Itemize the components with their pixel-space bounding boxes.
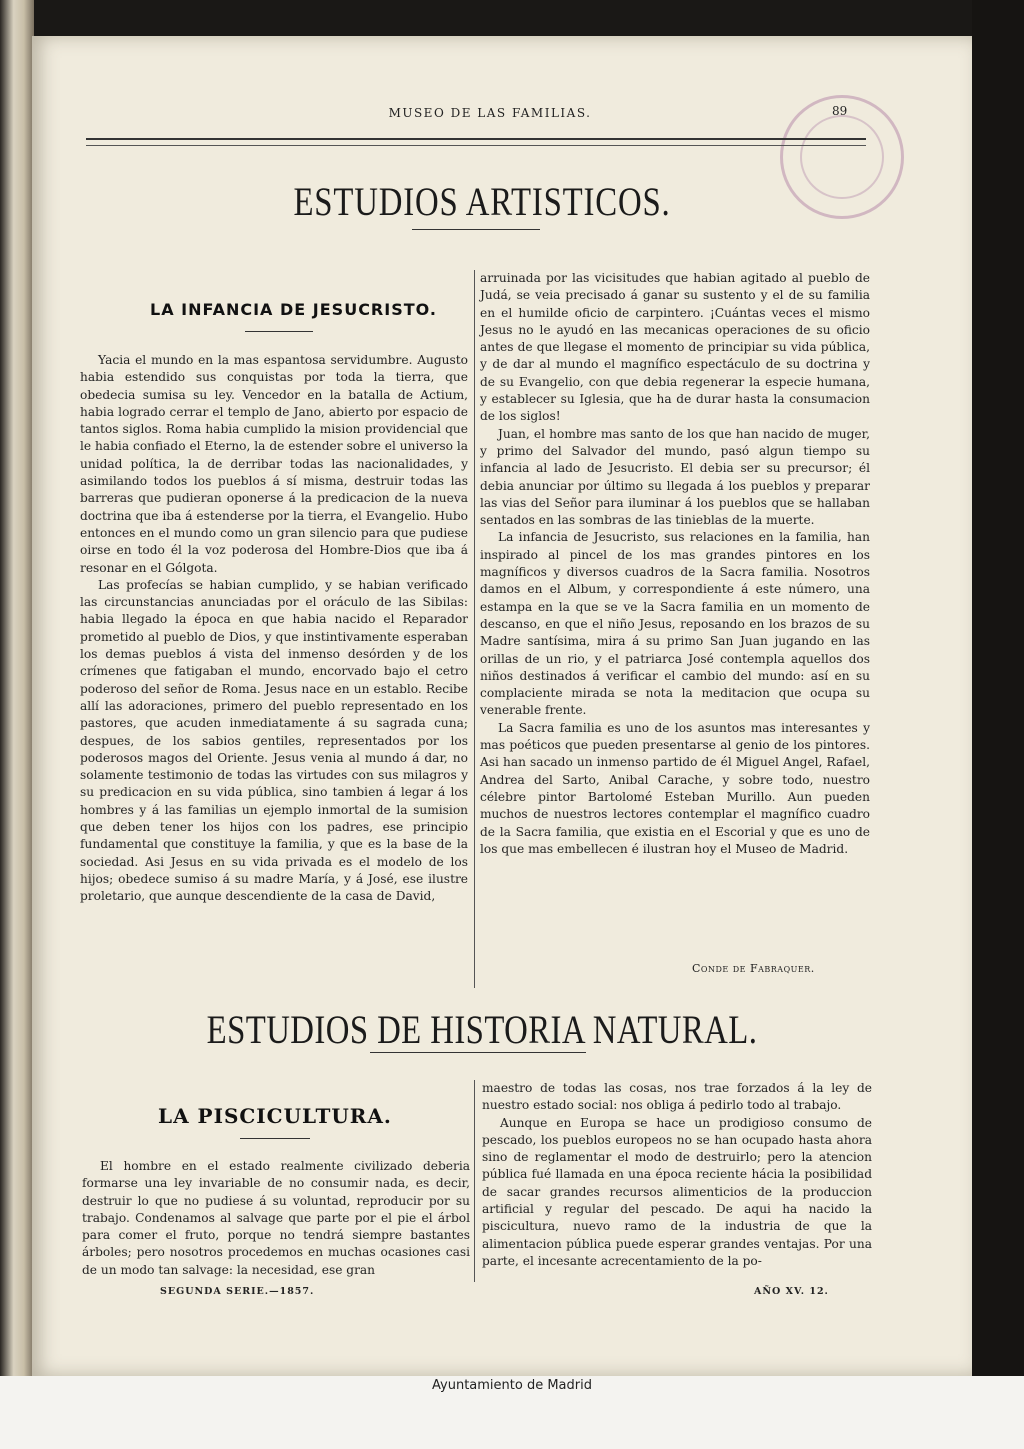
source-credit: Ayuntamiento de Madrid [432,1378,592,1393]
paragraph: La Sacra familia es uno de los asuntos mas interesantes y mas poéticos que pueden presentarse al genio de los pintores. Asi han sacado un inmenso partido de él Miguel Angel, Rafael, Andrea del Sarto, Anibal Carache, y sobre todo, nuestro célebre pintor Bartolomé Esteban Murillo. Aun pueden muchos de nuestros lectores contemplar el magnífico cuadro de la Sacra familia, que existia en el Escorial y que es uno de los que mas embellecen é ilustran hoy el Museo de Madrid. [480,720,870,856]
scan-background [972,0,1024,1449]
header-rule-thin [86,145,866,146]
paragraph: arruinada por las vicisitudes que habian agitado al pueblo de Judá, se veia precisado á ganar su sustento y el de su familia en el humilde oficio de carpintero. ¡Cuántas veces el mismo Jesus no le ayudó en las mecanicas operaciones de su oficio antes de que llegase el momento de principiar su vida pública, y de dar al mundo el magnífico espectáculo de su doctrina y de su Evangelio, con que debia regenerar la especie humana, y establecer su Iglesia, que ha de durar hasta la consumacion de los siglos! [480,271,870,424]
page-number: 89 [832,104,848,118]
article-title-piscicultura: LA PISCICULTURA. [158,1104,392,1128]
column-right-2 [482,1080,872,1270]
paragraph: Juan, el hombre mas santo de los que han nacido de muger, y primo del Salvador del mundo, pasó algun tiempo su infancia al lado de Jesucristo. El debia ser su precursor; él debia anunciar por último su llegada á los pueblos y preparar las vias del Señor para iluminar á los pueblos que se hallaban sentados en las sombras de las tinieblas de la muerte. [480,426,870,528]
header-rule [86,138,866,140]
footer-volume: AÑO XV. 12. [754,1286,829,1297]
paragraph: Yacia el mundo en la mas espantosa servidumbre. Augusto habia estendido sus conquistas por toda la tierra, que obedecia sumisa su ley. Vencedor en la batalla de Actium, habia logrado cerrar el templo de Jano, abierto por espacio de tantos siglos. Roma habia cumplido la mision providencial que le habia confiado el Eterno, la de estender sobre el universo la unidad política, la de derribar todas las nacionalidades, y asimilando todos los pueblos á sí misma, destruir todas las barreras que pudieran oponerse á la predicacion de la nueva doctrina que iba á estenderse por la tierra, el Evangelio. Hubo entonces en el mundo como un gran silencio para que pudiese oirse en todo él la voz poderosa del Hombre-Dios que iba á resonar en el Gólgota. [80,353,468,575]
column-left-1 [80,352,468,906]
paragraph: La infancia de Jesucristo, sus relaciones en la familia, han inspirado al pincel de los mas grandes pintores en los magníficos y diversos cuadros de la Sacra familia. Nosotros damos en el Album, y correspondiente á este número, una estampa en la que se ve la Sacra familia en un momento de descanso, en que el niño Jesus, reposando en los brazos de su Madre santísima, mira á su primo San Juan jugando en las orillas de un rio, y el patriarca José contempla aquellos dos niños destinados á verificar el cambio del mundo: así en su complaciente mirada se nota la meditacion que ocupa su venerable frente. [480,530,870,718]
paragraph: Aunque en Europa se hace un prodigioso consumo de pescado, los pueblos europeos no se han ocupado hasta ahora sino de reglamentar el modo de destruirlo; pero la atencion pública fué llamada en una época reciente hácia la posibilidad de sacar grandes recursos alimenticios de la produccion artificial y regular del pescado. De aqui ha nacido la piscicultura, nuevo ramo de la industria de que la alimentacion pública puede esperar grandes ventajas. Por una parte, el incesante acrecentamiento de la po- [482,1115,872,1268]
running-title: MUSEO DE LAS FAMILIAS. [388,106,592,120]
section-title-historia-natural: ESTUDIOS DE HISTORIA NATURAL. [206,1007,758,1052]
paragraph: maestro de todas las cosas, nos trae forzados á la ley de nuestro estado social: nos obliga á pedirlo todo al trabajo. [482,1081,872,1113]
article-title-infancia: LA INFANCIA DE JESUCRISTO. [150,300,437,319]
paragraph: Las profecías se habian cumplido, y se habian verificado las circunstancias anunciadas por el oráculo de las Sibilas: habia llegado la época en que habia nacido el Reparador prometido al pueblo de Dios, y que instintivamente esperaban los demas pueblos á vista del inmenso desórden y de los crímenes que fatigaban el mundo, encorvado bajo el cetro poderoso del señor de Roma. Jesus nace en un establo. Recibe allí las adoraciones, primero del pueblo representado en los pastores, que acuden inmediatamente á su sagrada cuna; despues, de los sabios gentiles, representados por los poderosos magos del Oriente. Jesus venia al mundo á dar, no solamente testimonio de todas las virtudes con sus milagros y su predicacion en su vida pública, sino tambien á legar á los hombres y á las familias un ejemplo inmortal de la sumision que deben tener los hijos con los padres, ese principio fundamental que constituye la familia, y que es la base de la sociedad. Asi Jesus en su vida privada es el modelo de los hijos; obedece sumiso á su madre María, y á José, ese ilustre proletario, que aunque descendiente de la casa de David, [80,577,468,904]
column-right-1 [480,270,870,858]
author-signature: Conde de Fabraquer. [692,962,815,975]
subtitle-rule [245,331,313,332]
column-left-2 [82,1158,470,1279]
binding-edge [0,0,34,1449]
paragraph: El hombre en el estado realmente civilizado deberia formarse una ley invariable de no consumir nada, es decir, destruir lo que no pudiese á su voluntad, reproducir por su trabajo. Condenamos al salvage que parte por el pie el árbol para comer el fruto, porque no tendrá siempre bastantes árboles; pero nosotros procedemos en muchas ocasiones casi de un modo tan salvage: la necesidad, ese gran [82,1159,470,1277]
footer-series: SEGUNDA SERIE.—1857. [160,1286,315,1297]
subtitle-rule [240,1138,310,1139]
title-underline [412,229,540,230]
column-divider [474,270,475,988]
column-divider [474,1080,475,1282]
title-underline [370,1052,586,1053]
section-title-artisticos: ESTUDIOS ARTISTICOS. [293,179,671,224]
